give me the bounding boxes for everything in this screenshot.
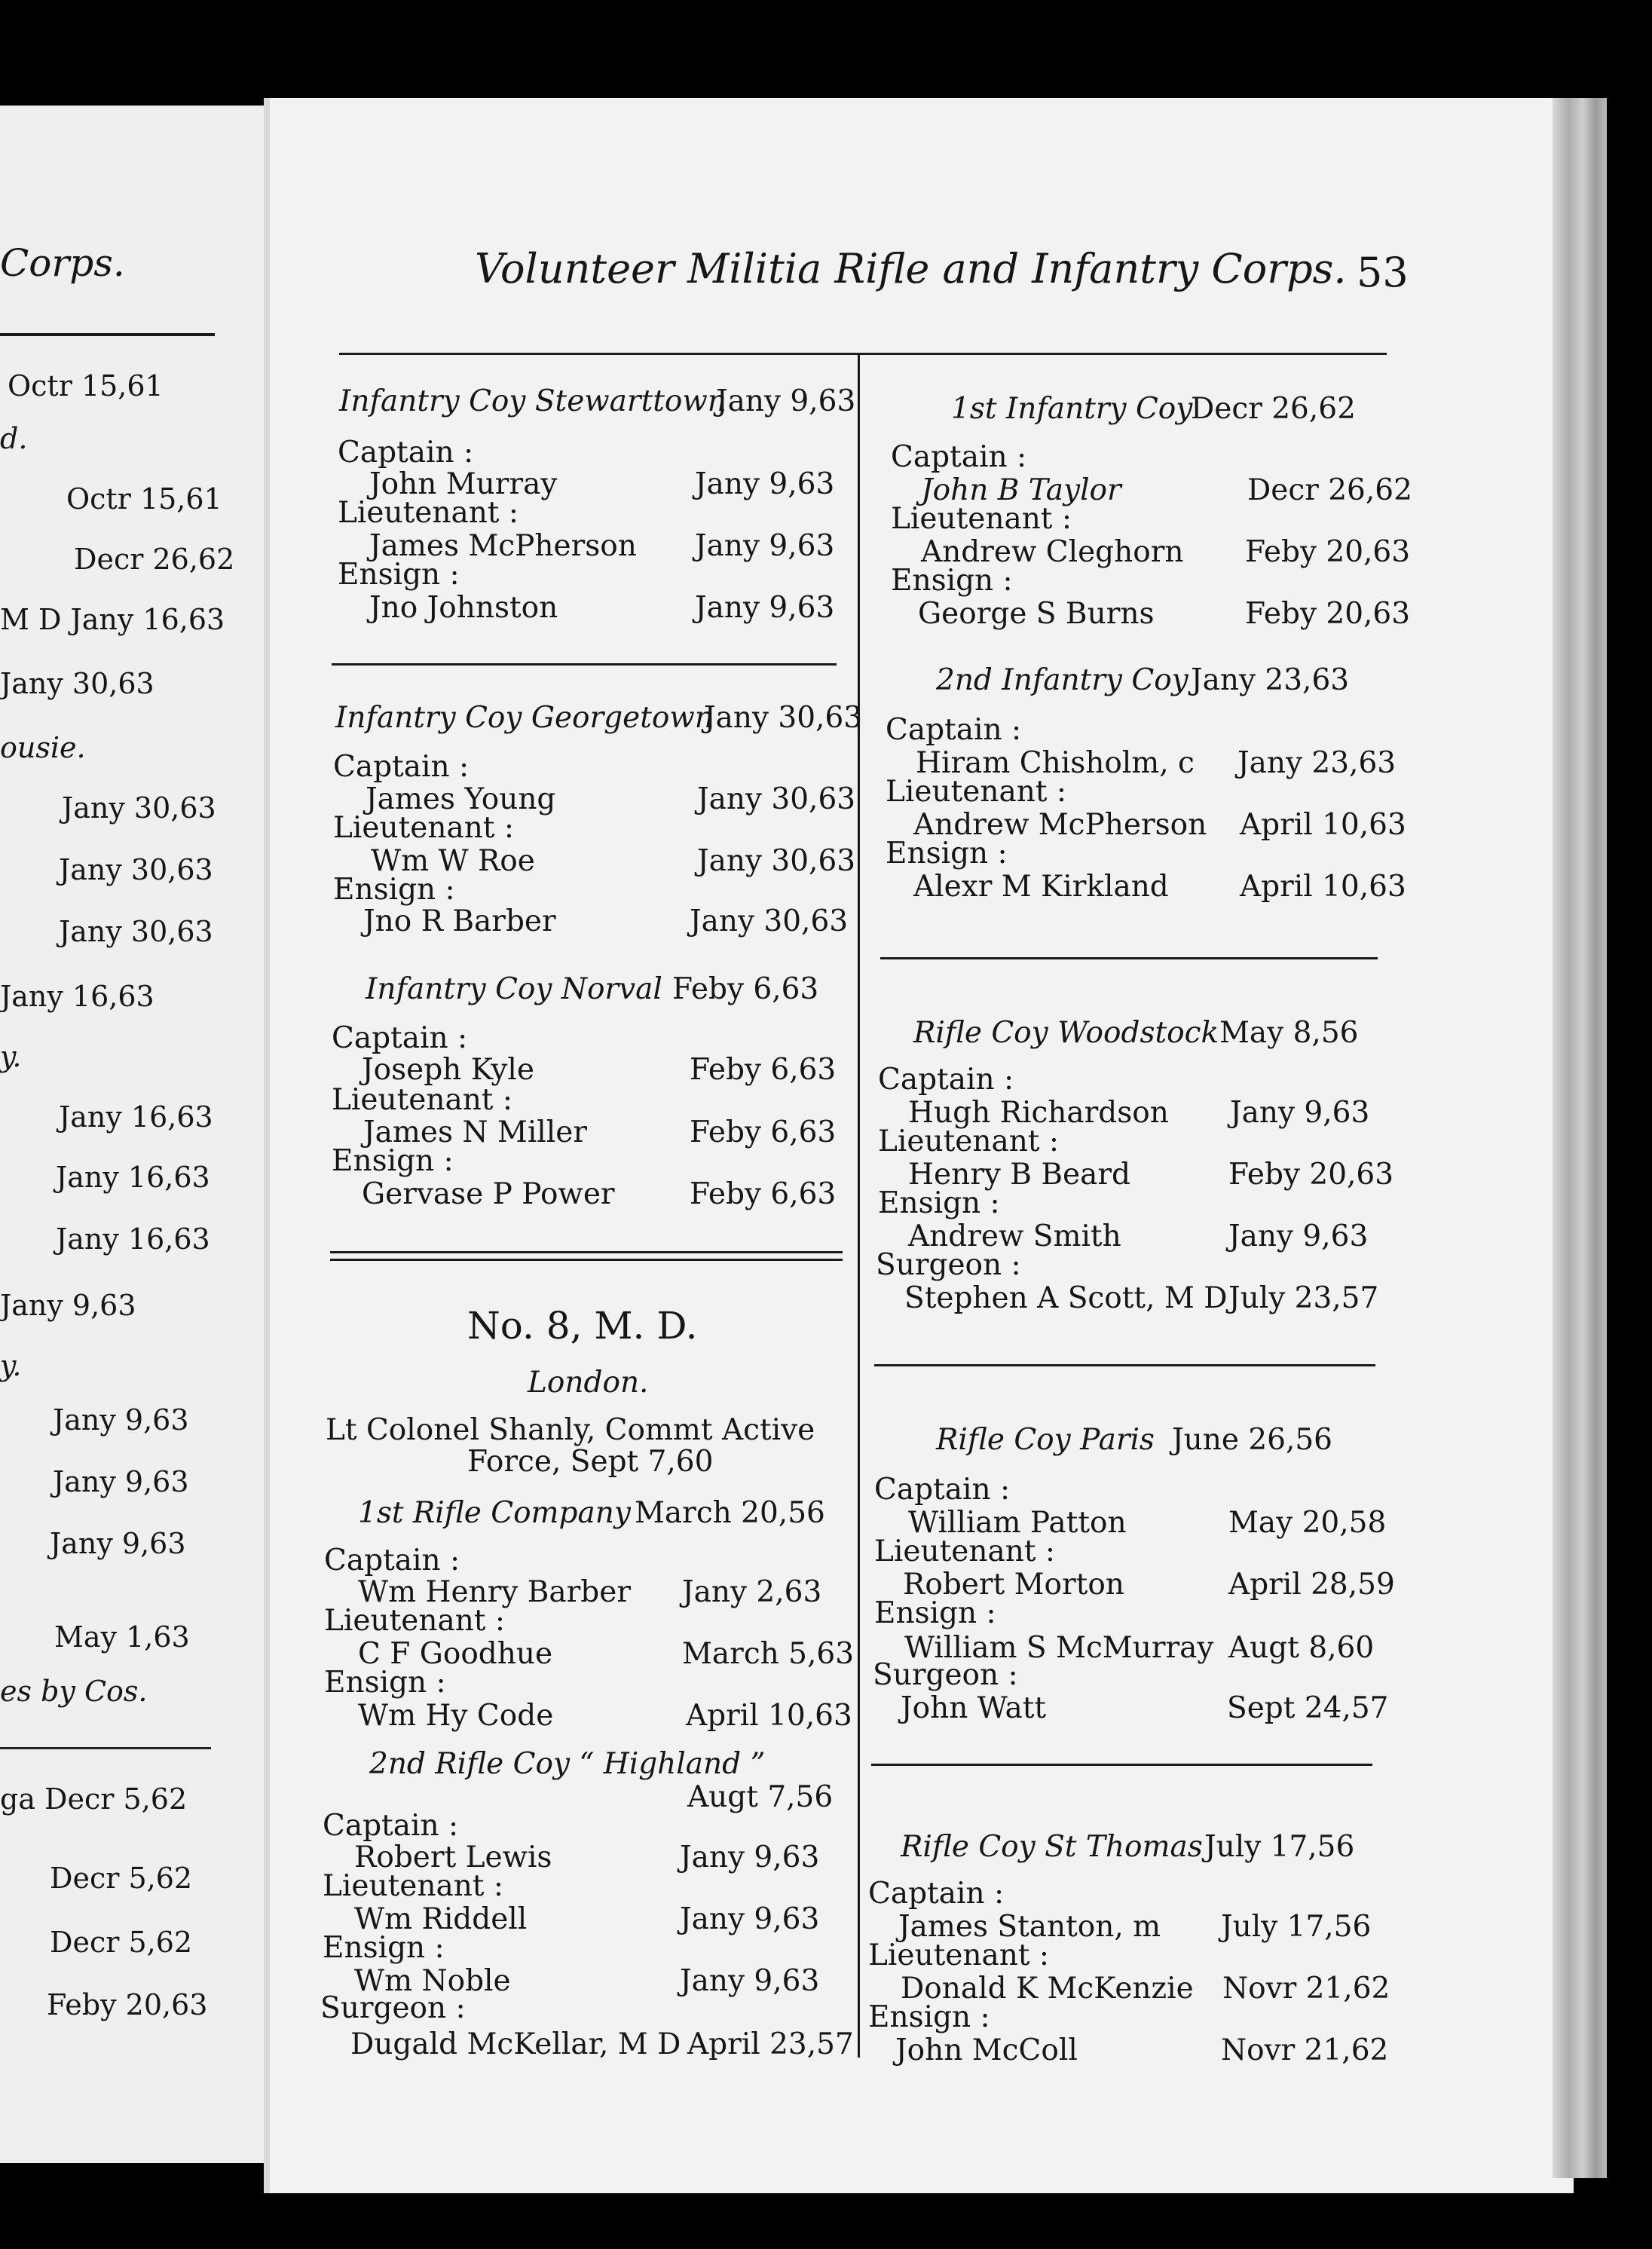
- roster-line: July 17,56: [1221, 1910, 1372, 1944]
- left-page-rule: [0, 333, 215, 336]
- roster-line: William S McMurray: [904, 1631, 1214, 1665]
- left-page-line: Feby 20,63: [47, 1988, 208, 2021]
- header-rule: [339, 353, 1387, 355]
- left-page-line: Jany 30,63: [59, 915, 213, 948]
- roster-line: Surgeon :: [320, 1991, 466, 2025]
- roster-line: Jany 30,63: [697, 782, 856, 816]
- roster-line: Donald K McKenzie: [901, 1972, 1194, 2006]
- roster-line: June 26,56: [1172, 1423, 1332, 1457]
- roster-line: Jany 9,63: [695, 529, 835, 563]
- roster-line: Jany 30,63: [690, 904, 849, 938]
- roster-line: Jany 9,63: [680, 1964, 820, 1998]
- roster-line: Jany 9,63: [695, 591, 835, 625]
- roster-line: Wm Hy Code: [358, 1699, 554, 1733]
- roster-line: Captain :: [338, 436, 474, 470]
- roster-line: Jno R Barber: [363, 904, 556, 938]
- roster-line: Feby 20,63: [1228, 1158, 1394, 1192]
- roster-line: Captain :: [332, 1021, 468, 1055]
- roster-line: March 20,56: [635, 1496, 825, 1530]
- roster-line: Ensign :: [886, 837, 1008, 871]
- left-page-line: Octr 15,61: [8, 369, 164, 402]
- roster-line: May 20,58: [1228, 1506, 1387, 1540]
- roster-line: London.: [528, 1366, 649, 1400]
- roster-line: George S Burns: [918, 597, 1155, 631]
- section-rule-right-2: [874, 1364, 1375, 1366]
- roster-line: Captain :: [323, 1809, 459, 1843]
- roster-line: 2nd Rifle Coy “ Highland ”: [369, 1747, 766, 1781]
- roster-line: John Murray: [369, 467, 558, 501]
- roster-line: Ensign :: [323, 1931, 445, 1965]
- roster-line: Decr 26,62: [1247, 473, 1412, 507]
- roster-line: Wm W Roe: [371, 844, 535, 878]
- roster-line: Dugald McKellar, M D: [350, 2027, 681, 2061]
- roster-line: James McPherson: [369, 529, 637, 563]
- roster-line: Alexr M Kirkland: [913, 870, 1169, 904]
- left-page-line: Jany 16,63: [59, 1100, 213, 1134]
- roster-line: Ensign :: [868, 2000, 990, 2034]
- roster-line: Wm Riddell: [354, 1902, 528, 1936]
- section-rule-right-1: [880, 957, 1378, 959]
- left-page-line: Jany 16,63: [56, 1222, 210, 1256]
- section-rule: [332, 663, 837, 666]
- left-page-line: Jany 30,63: [62, 791, 216, 825]
- roster-line: Lieutenant :: [333, 811, 515, 845]
- roster-line: Surgeon :: [876, 1248, 1021, 1282]
- left-page-line: Jany 30,63: [0, 667, 154, 700]
- roster-line: Ensign :: [891, 564, 1013, 598]
- section-rule-double-top: [330, 1251, 843, 1253]
- roster-line: Henry B Beard: [908, 1158, 1130, 1192]
- roster-line: John McColl: [895, 2033, 1078, 2067]
- roster-line: Lt Colonel Shanly, Commt Active: [326, 1413, 815, 1447]
- roster-line: Captain :: [868, 1877, 1005, 1911]
- left-page-line: Jany 9,63: [0, 1289, 136, 1322]
- roster-line: April 10,63: [1240, 870, 1406, 904]
- roster-line: Jany 9,63: [716, 384, 856, 418]
- page-number: 53: [1357, 249, 1409, 296]
- roster-line: Captain :: [891, 440, 1027, 474]
- roster-line: Hugh Richardson: [908, 1096, 1169, 1130]
- roster-line: Ensign :: [338, 558, 460, 592]
- roster-line: Joseph Kyle: [362, 1053, 534, 1087]
- roster-line: John B Taylor: [921, 473, 1121, 507]
- roster-line: Andrew McPherson: [913, 808, 1207, 842]
- roster-line: April 23,57: [687, 2027, 854, 2061]
- roster-line: William Patton: [908, 1506, 1127, 1540]
- roster-line: July 23,57: [1228, 1281, 1379, 1315]
- left-page-rule-2: [0, 1747, 211, 1749]
- left-page-line: Jany 9,63: [50, 1527, 186, 1560]
- roster-line: Ensign :: [332, 1144, 454, 1178]
- roster-line: Lieutenant :: [878, 1124, 1060, 1158]
- roster-line: Jany 9,63: [680, 1902, 820, 1936]
- roster-line: Rifle Coy Woodstock: [913, 1016, 1219, 1050]
- roster-line: Andrew Cleghorn: [921, 535, 1184, 569]
- left-page-line: Jany 16,63: [0, 980, 154, 1013]
- roster-line: Gervase P Power: [362, 1177, 615, 1211]
- roster-line: Sept 24,57: [1227, 1691, 1389, 1725]
- left-page-text: [0, 106, 273, 2163]
- roster-line: Ensign :: [878, 1186, 1000, 1220]
- roster-line: Infantry Coy Georgetown: [335, 701, 714, 735]
- roster-line: Captain :: [874, 1473, 1011, 1507]
- roster-line: Stephen A Scott, M D: [904, 1281, 1228, 1315]
- roster-line: Jany 9,63: [695, 467, 835, 501]
- roster-line: April 10,63: [686, 1699, 852, 1733]
- roster-line: Captain :: [324, 1544, 460, 1577]
- roster-line: Hiram Chisholm, c: [916, 746, 1195, 780]
- left-page-line: M D Jany 16,63: [0, 603, 225, 636]
- roster-line: Feby 6,63: [690, 1115, 837, 1149]
- roster-line: 1st Infantry Coy: [951, 392, 1193, 426]
- roster-line: Surgeon :: [873, 1658, 1018, 1692]
- roster-line: Jno Johnston: [369, 591, 558, 625]
- left-page-line: Jany 30,63: [59, 853, 213, 886]
- roster-line: Captain :: [886, 713, 1022, 747]
- left-page-line: Octr 15,61: [66, 482, 222, 516]
- section-rule-double-bottom: [330, 1259, 843, 1261]
- left-page-line: Jany 9,63: [53, 1465, 189, 1498]
- roster-line: Novr 21,62: [1221, 2033, 1389, 2067]
- roster-line: Ensign :: [333, 873, 455, 907]
- roster-line: Jany 23,63: [1237, 746, 1397, 780]
- roster-line: Jany 9,63: [1230, 1096, 1370, 1130]
- left-page-line: Jany 16,63: [56, 1161, 210, 1194]
- roster-line: Novr 21,62: [1222, 1972, 1390, 2006]
- roster-line: Ensign :: [324, 1666, 446, 1700]
- roster-line: Lieutenant :: [868, 1938, 1050, 1972]
- roster-line: May 8,56: [1219, 1016, 1359, 1050]
- left-page-line: May 1,63: [54, 1620, 190, 1654]
- roster-line: Captain :: [878, 1063, 1014, 1097]
- page-edge: [1553, 98, 1607, 2178]
- roster-line: Infantry Coy Norval: [366, 972, 662, 1006]
- roster-line: Feby 20,63: [1245, 597, 1411, 631]
- roster-line: Jany 30,63: [704, 701, 863, 735]
- roster-line: Lieutenant :: [323, 1869, 504, 1903]
- roster-line: Infantry Coy Stewarttown: [339, 384, 727, 418]
- roster-line: Ensign :: [874, 1596, 996, 1630]
- roster-line: Augt 7,56: [687, 1780, 834, 1814]
- roster-line: Lieutenant :: [891, 502, 1072, 536]
- roster-line: Augt 8,60: [1228, 1631, 1375, 1665]
- left-page-line: y.: [0, 1349, 22, 1382]
- roster-line: Captain :: [333, 750, 470, 784]
- roster-line: March 5,63: [682, 1637, 855, 1671]
- column-divider: [858, 354, 860, 2058]
- left-page-line: Decr 5,62: [50, 1862, 193, 1895]
- roster-line: Lieutenant :: [338, 496, 519, 530]
- roster-line: John Watt: [901, 1691, 1047, 1725]
- roster-line: Jany 30,63: [697, 844, 856, 878]
- left-page-line: es by Cos.: [0, 1675, 148, 1708]
- roster-line: Feby 6,63: [690, 1177, 837, 1211]
- roster-line: Lieutenant :: [332, 1083, 513, 1117]
- roster-line: Robert Lewis: [354, 1841, 552, 1874]
- roster-line: Rifle Coy St Thomas: [901, 1830, 1203, 1864]
- facing-page-left: [0, 106, 273, 2163]
- roster-line: James Stanton, m: [898, 1910, 1161, 1944]
- left-page-line: ga Decr 5,62: [0, 1782, 188, 1816]
- left-page-line: Decr 26,62: [74, 543, 235, 576]
- roster-line: July 17,56: [1204, 1830, 1355, 1864]
- roster-line: Decr 26,62: [1191, 392, 1356, 426]
- roster-line: Lieutenant :: [886, 775, 1067, 809]
- roster-line: C F Goodhue: [358, 1637, 553, 1671]
- roster-line: James N Miller: [363, 1115, 587, 1149]
- roster-line: Rifle Coy Paris: [936, 1423, 1155, 1457]
- section-rule-right-3: [871, 1764, 1372, 1766]
- left-page-line: ousie.: [0, 731, 86, 764]
- roster-line: April 28,59: [1228, 1568, 1395, 1602]
- roster-line: 1st Rifle Company: [358, 1496, 631, 1530]
- roster-line: Force, Sept 7,60: [467, 1445, 714, 1479]
- left-page-line: Jany 9,63: [53, 1403, 189, 1437]
- left-page-header: Corps.: [0, 241, 125, 285]
- roster-line: Wm Henry Barber: [358, 1575, 631, 1609]
- roster-line: Jany 9,63: [1228, 1219, 1369, 1253]
- roster-line: Feby 20,63: [1245, 535, 1411, 569]
- left-page-line: Decr 5,62: [50, 1926, 193, 1959]
- roster-line: Feby 6,63: [672, 972, 819, 1006]
- roster-line: April 10,63: [1240, 808, 1406, 842]
- page-header-title: Volunteer Militia Rifle and Infantry Corps.: [475, 245, 1347, 292]
- roster-line: Jany 9,63: [680, 1841, 820, 1874]
- roster-line: 2nd Infantry Coy: [936, 663, 1189, 697]
- roster-line: Jany 2,63: [682, 1575, 822, 1609]
- roster-line: Jany 23,63: [1191, 663, 1350, 697]
- roster-line: James Young: [366, 782, 556, 816]
- roster-line: Feby 6,63: [690, 1053, 837, 1087]
- roster-line: Lieutenant :: [324, 1604, 506, 1638]
- left-page-line: d.: [0, 422, 28, 455]
- left-page-line: y.: [0, 1040, 22, 1073]
- roster-line: Wm Noble: [354, 1964, 511, 1998]
- roster-line: Lieutenant :: [874, 1535, 1056, 1568]
- roster-line: Andrew Smith: [908, 1219, 1121, 1253]
- roster-line: Robert Morton: [903, 1568, 1124, 1602]
- district-title: No. 8, M. D.: [467, 1304, 698, 1348]
